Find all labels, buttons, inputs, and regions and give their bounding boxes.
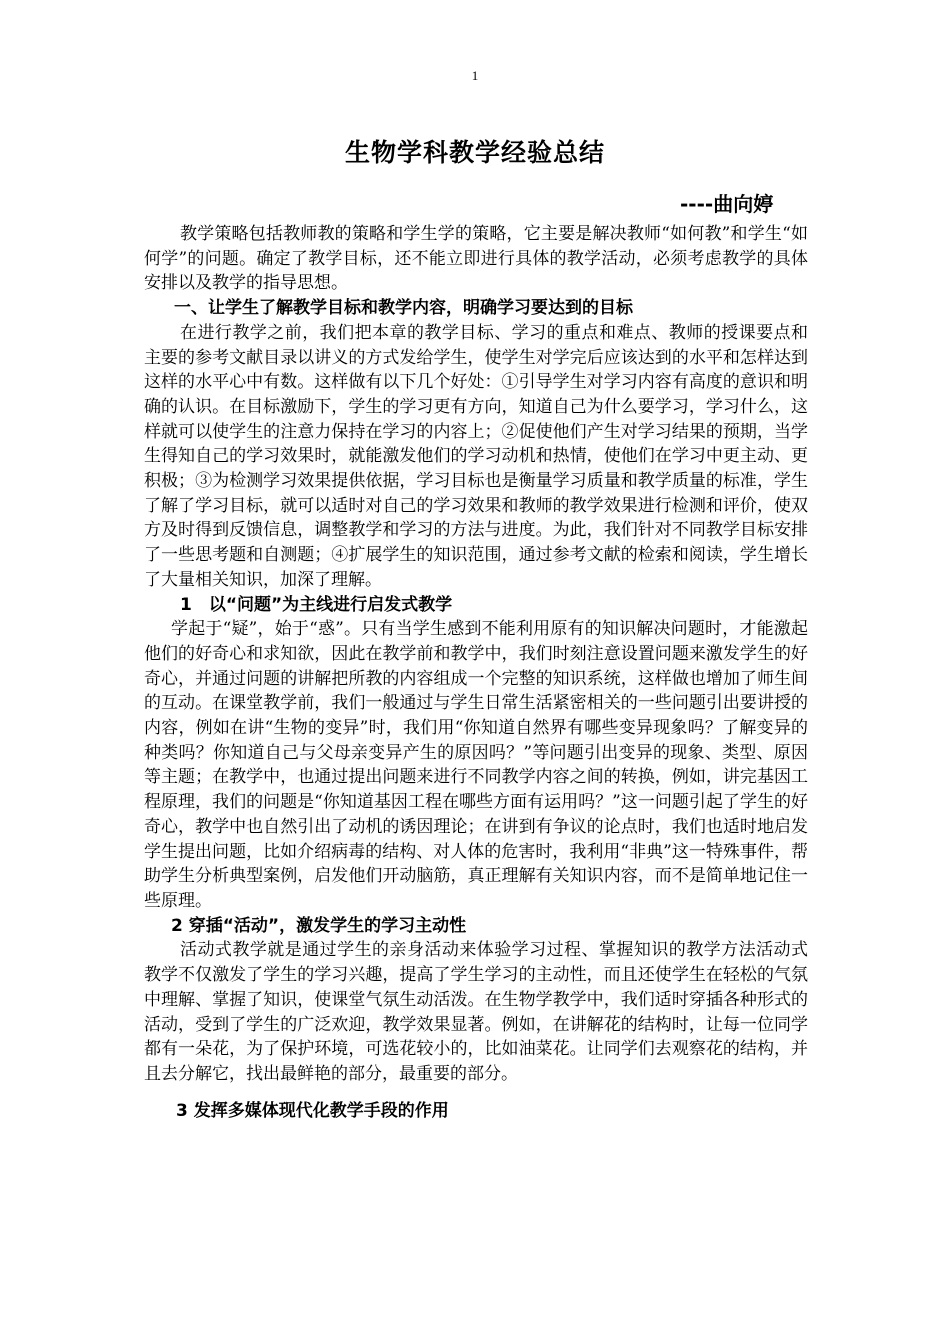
document-body: [144, 222, 808, 1123]
section-paragraph-1: 在进行教学之前，我们把本章的教学目标、学习的重点和难点、教师的授课要点和主要的参考文献目录以讲义的方式发给学生，使学生对学完后应该达到的水平和怎样达到这样的水平心中有数。这样做有以下几个好处：①引导学生对学习内容有高度的意识和明确的认识。在目标激励下，学生的学习更有方向，知道自己为什么要学习，学习什么，这样就可以使学生的注意力保持在学习的内容上；②促使他们产生对学习结果的预期，当学生得知自己的学习效果时，就能激发他们的学习动机和热情，使他们在学习中更主动、更积极；③为检测学习效果提供依据，学习目标也是衡量学习质量和教学质量的标准，学生了解了学习目标，就可以适时对自己的学习效果和教师的教学效果进行检测和评价，使双方及时得到反馈信息，调整教学和学习的方法与进度。为此，我们针对不同教学目标安排了一些思考题和自测题；④扩展学生的知识范围，通过参考文献的检索和阅读，学生增长了大量相关知识，加深了理解。: [144, 322, 808, 590]
section-heading-1: 一、让学生了解教学目标和教学内容，明确学习要达到的目标: [174, 298, 633, 319]
section-heading-3: 2 穿插“活动”，激发学生的学习主动性: [171, 915, 467, 936]
section-paragraph-2: 学起于“疑”，始于“惑”。只有当学生感到不能利用原有的知识解决问题时，才能激起他们的好奇心和求知欲，因此在教学前和教学中，我们时刻注意设置问题来激发学生的好奇心，并通过问题的讲解把所教的内容组成一个完整的知识系统，这样做也增加了师生间的互动。在课堂教学前，我们一般通过与学生日常生活紧密相关的一些问题引出要讲授的内容，例如在讲“生物的变异”时，我们用“你知道自然界有哪些变异现象吗？了解变异的种类吗？你知道自己与父母亲变异产生的原因吗？”等问题引出变异的现象、类型、原因等主题；在教学中，也通过提出问题来进行不同教学内容之间的转换，例如，讲完基因工程原理，我们的问题是“你知道基因工程在哪些方面有运用吗？”这一问题引起了学生的好奇心，教学中也自然引出了动机的诱因理论；在讲到有争议的论点时，我们也适时地启发学生提出问题，比如介绍病毒的结构、对人体的危害时，我利用“非典”这一特殊事件，帮助学生分析典型案例，启发他们开动脑筋，真正理解有关知识内容，而不是简单地记住一些原理。: [144, 619, 808, 911]
section-paragraph-3: 活动式教学就是通过学生的亲身活动来体验学习过程、掌握知识的教学方法活动式教学不仅激发了学生的学习兴趣，提高了学生学习的主动性，而且还使学生在轻松的气氛中理解、掌握了知识，使课堂气氛生动活泼。在生物学教学中，我们适时穿插各种形式的活动，受到了学生的广泛欢迎，教学效果显著。例如，在讲解花的结构时，让每一位同学都有一朵花，为了保护环境，可选花较小的，比如油菜花。让同学们去观察花的结构，并且去分解它，找出最鲜艳的部分，最重要的部分。: [144, 940, 808, 1084]
author-name: ----曲向婷: [680, 192, 774, 216]
section-heading-4: 3 发挥多媒体现代化教学手段的作用: [176, 1100, 449, 1121]
section-heading-2: 1 以“问题”为主线进行启发式教学: [180, 594, 453, 615]
page-number: 1: [471, 68, 479, 83]
document-title: 生物学科教学经验总结: [344, 138, 605, 167]
intro-paragraph: 教学策略包括教师教的策略和学生学的策略，它主要是解决教师“如何教”和学生“如何学”的问题。确定了教学目标，还不能立即进行具体的教学活动，必须考虑教学的具体安排以及教学的指导思想。: [144, 224, 808, 294]
